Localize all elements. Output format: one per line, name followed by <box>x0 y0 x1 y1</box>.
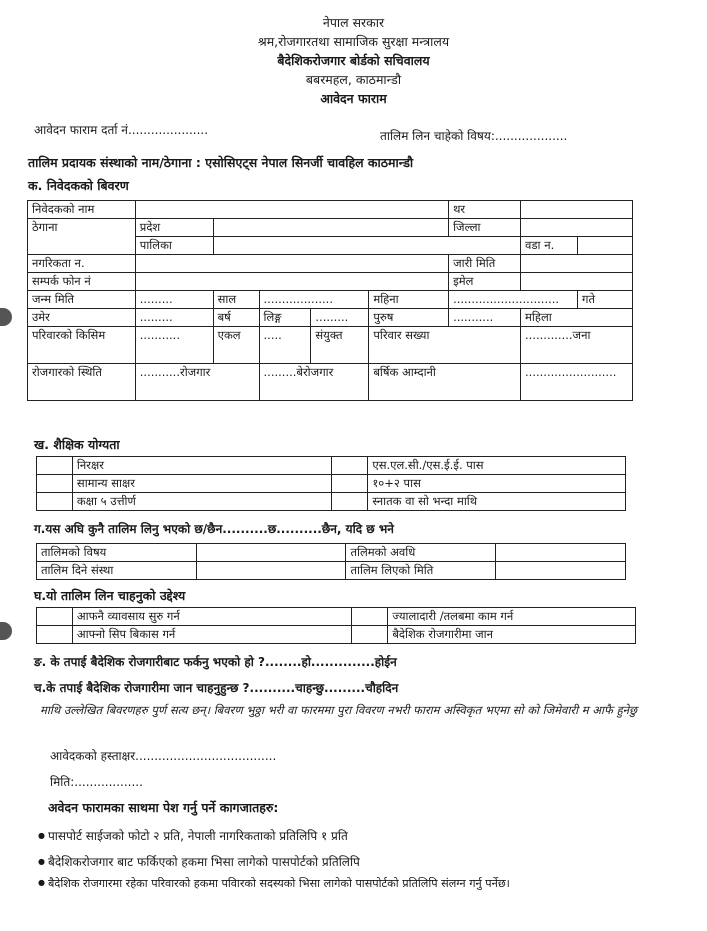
purpose-table <box>36 607 636 644</box>
training-history-table <box>36 543 626 580</box>
edu-option: एस.एल.सी./एस.ई.ई. पास <box>368 457 626 475</box>
label-mahila: महिला <box>521 309 633 327</box>
label-wada: वडा न. <box>521 237 578 255</box>
purpose-option: आफनै व्यावसाय सुरु गर्न <box>72 608 352 626</box>
label-phone: सम्पर्क फोन नं <box>28 273 136 291</box>
section-gha: घ.यो तालिम लिन चाहनुको उद्देश्य <box>34 588 186 603</box>
section-ga: ग.यस अघि कुनै तालिम लिनु भएको छ/छैन..........छ..........छैन, यदि छ भने <box>34 522 394 536</box>
document-item: ● बैदेशिक रोजगारमा रहेका परिवारको हकमा पविारको सदस्यको भिसा लागेको पासपोर्टको प्रतिलिपि संलग्न गर्नु पर्नेछ। <box>38 876 510 891</box>
label-thar: थर <box>449 201 521 219</box>
applicant-table <box>27 200 633 401</box>
phone-field[interactable] <box>135 273 448 291</box>
edu-check[interactable] <box>332 457 368 475</box>
male-field[interactable]: ......... <box>311 309 369 327</box>
joint-field[interactable]: ..... <box>259 327 311 364</box>
header-line: बैदेशिकरोजगार बोर्डको सचिवालय <box>277 53 430 68</box>
documents-title: अवेदन फारामका साथमा पेश गर्नु पर्ने कागजातहरु: <box>48 800 279 815</box>
label-training-subject: तालिमको विषय <box>37 544 197 562</box>
issue-date-field[interactable] <box>521 255 633 273</box>
label-name: निवेदकको नाम <box>28 201 136 219</box>
training-institute-field[interactable] <box>196 562 346 580</box>
question-cha: च.के तपाई बैदेशिक रोजगारीमा जान चाहनुहुन्छ ?..........चाहन्छु.........चौहदिन <box>34 681 399 695</box>
training-subject-field[interactable] <box>196 544 346 562</box>
label-barsha: बर्ष <box>213 309 259 327</box>
purpose-check[interactable] <box>352 626 388 644</box>
label-pradesh: प्रदेश <box>135 219 213 237</box>
label-training-date: तालिम लिएको मिति <box>346 562 496 580</box>
header-line: श्रम,रोजगारतथा सामाजिक सुरक्षा मन्त्रालय <box>257 34 450 49</box>
label-email: इमेल <box>449 273 521 291</box>
section-kha: ख. शैक्षिक योग्यता <box>34 437 120 452</box>
label-palika: पालिका <box>135 237 213 255</box>
question-nga: ङ. के तपाई बैदेशिक रोजगारीबाट फर्कनु भएको हो ?........हो..............होईन <box>34 655 397 669</box>
label-income: बर्षिक आम्दानी <box>369 364 521 401</box>
family-size-field[interactable]: .............जना <box>521 327 633 364</box>
edu-option: स्नातक वा सो भन्दा माथि <box>368 493 626 511</box>
palika-field[interactable] <box>213 237 520 255</box>
date-line: मिति:.................. <box>50 775 143 789</box>
dob-day-field[interactable]: ............................. <box>449 291 578 309</box>
single-field[interactable]: ........... <box>135 327 213 364</box>
edu-check[interactable] <box>37 457 73 475</box>
scan-hole-mark <box>0 308 12 326</box>
header-line: बबरमहल, काठमान्डौ <box>305 72 402 87</box>
edu-check[interactable] <box>37 475 73 493</box>
declaration: माथि उल्लेखित बिवरणहरु पुर्ण सत्य छन्। बिवरण भुठ्ठा भरी वा फारममा पुरा विवरण नभरी फाराम अस्विकृत भएमा सो को जिमेवारी म आफै हुनेछु <box>40 703 638 717</box>
purpose-check[interactable] <box>37 608 73 626</box>
pradesh-field[interactable] <box>213 219 448 237</box>
document-item: ● बैदेशिकरोजगार बाट फर्किएको हकमा भिसा लागेको पासपोर्टको प्रतिलिपि <box>38 853 360 870</box>
edu-option: कक्षा ५ उत्तीर्ण <box>72 493 331 511</box>
label-sal: साल <box>213 291 259 309</box>
age-field[interactable]: ......... <box>135 309 213 327</box>
label-employment: रोजगारको स्थिति <box>28 364 136 401</box>
training-subject: तालिम लिन चाहेको विषय:................... <box>380 129 568 143</box>
label-family-size: परिवार सख्या <box>369 327 521 364</box>
jilla-field[interactable] <box>521 219 633 237</box>
label-sanyukta: संयुक्त <box>311 327 369 364</box>
label-family-type: परिवारको किसिम <box>28 327 136 364</box>
edu-option: सामान्य साक्षर <box>72 475 331 493</box>
label-gate: गते <box>578 291 633 309</box>
purpose-option: बैदेशिक रोजगारीमा जान <box>388 626 636 644</box>
institute-line: तालिम प्रदायक संस्थाको नाम/ठेगाना : एसोसिएट्स नेपाल सिनर्जी चावहिल काठमान्डौ <box>28 155 414 170</box>
edu-check[interactable] <box>37 493 73 511</box>
label-mahina: महिना <box>369 291 449 309</box>
edu-option: निरक्षर <box>72 457 331 475</box>
unemployed-field[interactable]: .........बेरोजगार <box>259 364 369 401</box>
label-issue-date: जारी मिति <box>449 255 521 273</box>
document-item: ● पासपोर्ट साईजको फोटो २ प्रति, नेपाली नागरिकताको प्रतिलिपि १ प्रति <box>38 827 348 844</box>
registration-number: आवेदन फाराम दर्ता नं..................... <box>34 123 209 137</box>
label-address: ठेगाना <box>28 219 136 255</box>
edu-check[interactable] <box>332 493 368 511</box>
citizenship-field[interactable] <box>135 255 448 273</box>
wada-field[interactable] <box>578 237 633 255</box>
scan-hole-mark <box>0 622 12 640</box>
name-field[interactable] <box>135 201 448 219</box>
purpose-check[interactable] <box>352 608 388 626</box>
label-linga: लिङ्ग <box>259 309 311 327</box>
label-ekal: एकल <box>213 327 259 364</box>
signature-line: आवेदकको हस्ताक्षर..................................... <box>50 749 277 763</box>
dob-year-field[interactable]: ......... <box>135 291 213 309</box>
purpose-check[interactable] <box>37 626 73 644</box>
purpose-option: आफ्नो सिप बिकास गर्न <box>72 626 352 644</box>
edu-option: १०+२ पास <box>368 475 626 493</box>
thar-field[interactable] <box>521 201 633 219</box>
email-field[interactable] <box>521 273 633 291</box>
employed-field[interactable]: ...........रोजगार <box>135 364 259 401</box>
label-dob: जन्म मिति <box>28 291 136 309</box>
label-jilla: जिल्ला <box>449 219 521 237</box>
label-citizenship: नगरिकता न. <box>28 255 136 273</box>
section-ka: क. निवेदकको बिवरण <box>28 178 129 193</box>
dob-month-field[interactable]: ................... <box>259 291 369 309</box>
header-line: नेपाल सरकार <box>322 15 385 30</box>
label-training-institute: तालिम दिने संस्था <box>37 562 197 580</box>
label-age: उमेर <box>28 309 136 327</box>
edu-check[interactable] <box>332 475 368 493</box>
form-title: आवेदन फाराम <box>320 91 387 106</box>
female-field[interactable]: ........... <box>449 309 521 327</box>
purpose-option: ज्यालादारी /तलबमा काम गर्न <box>388 608 636 626</box>
training-date-field[interactable] <box>496 562 626 580</box>
label-training-duration: तलिमको अवधि <box>346 544 496 562</box>
label-purush: पुरुष <box>369 309 449 327</box>
income-field[interactable]: ......................... <box>521 364 633 401</box>
training-duration-field[interactable] <box>496 544 626 562</box>
education-table <box>36 456 626 511</box>
